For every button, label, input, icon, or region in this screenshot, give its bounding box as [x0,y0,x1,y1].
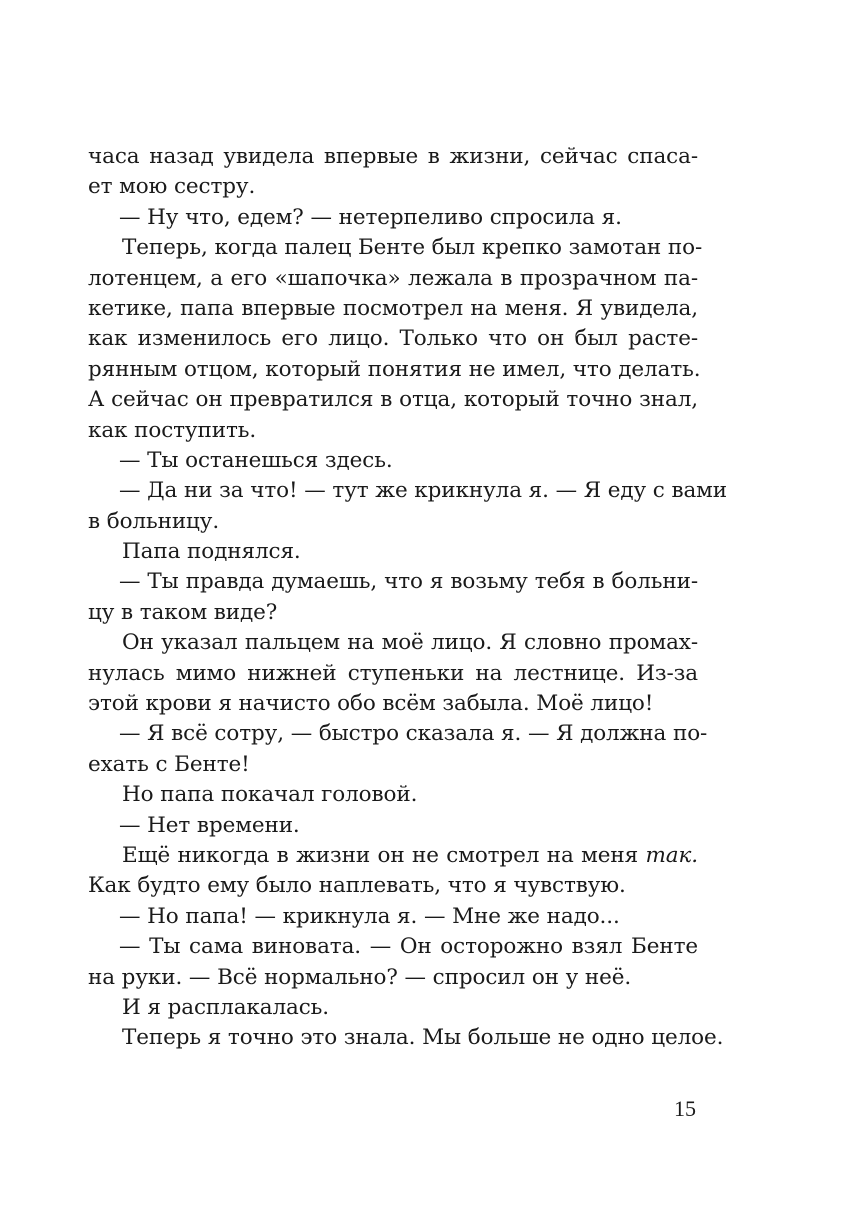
text-line: — Но папа! — крикнула я. — Мне же надо... [119,903,620,929]
text-line: — Ты сама виновата. — Он осторожно взял Бенте [119,934,698,960]
text-line-main: Ещё никогда в жизни он не смотрел на меня [122,842,646,868]
text-line: И я расплакалась. [122,994,330,1020]
text-line: лотенцем, а его «шапочка» лежала в прозрачном па- [88,265,698,291]
text-line: в больницу. [88,508,220,534]
text-line: на руки. — Всё нормально? — спросил он у неё. [88,964,632,990]
text-line: Папа поднялся. [122,539,301,565]
text-line: — Ты правда думаешь, что я возьму тебя в больни- [119,569,698,595]
text-line: А сейчас он превратился в отца, который точно знал, [88,387,698,413]
text-line: как поступить. [88,417,257,443]
text-line: — Нет времени. [119,812,300,838]
page-number: 15 [674,1096,696,1121]
text-line: — Да ни за что! — тут же крикнула я. — Я еду с вами [119,478,728,504]
text-line: как изменилось его лицо. Только что он был расте- [88,326,698,352]
text-line: Но папа покачал головой. [122,782,418,808]
italic-word: так. [645,842,698,868]
text-line: кетике, папа впервые посмотрел на меня. Я увидела, [88,295,698,321]
text-line: цу в таком виде? [88,599,278,625]
text-line: ехать с Бенте! [88,751,250,777]
text-line: — Ну что, едем? — нетерпеливо спросила я. [119,204,622,230]
text-line: часа назад увидела впервые в жизни, сейчас спаса- [88,144,698,169]
text-line: Теперь, когда палец Бенте был крепко замотан по- [122,235,703,261]
text-line: рянным отцом, который понятия не имел, что делать. [88,356,701,382]
text-line: ет мою сестру. [88,174,256,200]
text-line: нулась мимо нижней ступеньки на лестнице. Из-за [88,660,698,686]
text-line: Как будто ему было наплевать, что я чувствую. [88,873,626,899]
text-line: — Я всё сотру, — быстро сказала я. — Я должна по- [119,721,708,747]
text-line: Теперь я точно это знала. Мы больше не одно целое. [122,1025,724,1051]
text-line: этой крови я начисто обо всём забыла. Моё лицо! [88,691,654,717]
page-text [88,142,728,1054]
text-line: — Ты останешься здесь. [119,447,393,473]
text-line: Он указал пальцем на моё лицо. Я словно промах- [122,630,698,656]
text-line [88,841,698,871]
